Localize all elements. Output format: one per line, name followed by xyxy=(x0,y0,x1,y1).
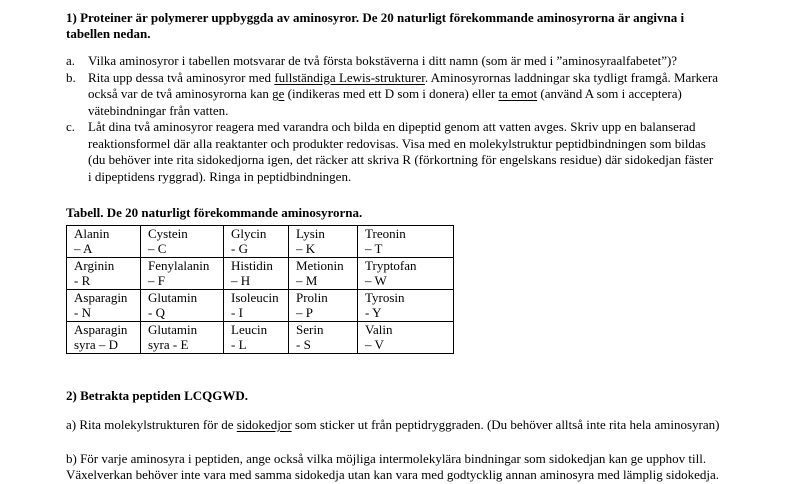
amino-name: Valin xyxy=(365,322,393,337)
text-segment: som sticker ut från peptidryggraden. (Du behöver alltså inte rita hela aminosyran) xyxy=(291,417,720,432)
list-item-b-line3: vätebindningar från vatten. xyxy=(88,102,229,118)
amino-code: – H xyxy=(231,272,251,288)
amino-name: Cystein xyxy=(148,226,188,241)
amino-code: – T xyxy=(365,240,383,256)
amino-name: Arginin xyxy=(74,258,115,273)
amino-name: Glutamin xyxy=(148,322,198,337)
list-item-b xyxy=(66,70,782,120)
question1-heading xyxy=(66,10,782,42)
text-segment: också var de två aminosyrorna kan xyxy=(88,86,273,101)
question2-item-b-line2: Växelverkan behöver inte vara med samma sidokedja utan kan vara med godtycklig annan aminosyra med lämplig sidokedja. xyxy=(66,467,720,482)
amino-cell xyxy=(67,226,141,258)
list-item-b-label: b. xyxy=(66,69,76,85)
amino-cell xyxy=(289,290,358,322)
amino-code: - Y xyxy=(365,304,382,320)
list-item-b-body xyxy=(88,70,782,120)
table-row xyxy=(67,226,454,258)
question1-heading-line1: 1) Proteiner är polymerer uppbyggda av aminosyror. De 20 naturligt förekommande aminosyrorna är angivna i xyxy=(66,10,685,25)
table-row xyxy=(67,290,454,322)
amino-code: – A xyxy=(74,240,93,256)
text-segment: . Aminosyrornas laddningar ska tydligt framgå. Markera xyxy=(424,69,719,85)
amino-code: - L xyxy=(231,336,247,352)
list-item-b-line2 xyxy=(88,86,782,103)
amino-acid-table xyxy=(66,225,454,354)
question2-item-b-line1: b) För varje aminosyra i peptiden, ange också vilka möjliga intermolekylära bindningar som sidokedjan kan ge upphov till. xyxy=(66,450,707,466)
list-item-c xyxy=(66,119,782,185)
amino-name: Leucin xyxy=(231,322,268,337)
amino-code: – F xyxy=(148,272,165,288)
text-segment: Rita upp dessa två aminosyror med xyxy=(88,69,275,85)
list-item-c-label: c. xyxy=(66,119,76,134)
amino-name: Tyrosin xyxy=(365,290,405,305)
amino-code: – V xyxy=(365,336,384,352)
amino-cell xyxy=(224,258,289,290)
amino-cell xyxy=(141,322,224,354)
amino-name: Glutamin xyxy=(148,290,198,305)
amino-cell xyxy=(358,290,454,322)
amino-cell xyxy=(358,322,454,354)
question2-item-a xyxy=(66,417,782,434)
amino-name: Metionin xyxy=(296,258,344,273)
amino-cell xyxy=(289,322,358,354)
amino-cell xyxy=(289,226,358,258)
list-item-c-line1: Låt dina två aminosyror reagera med varandra och bilda en dipeptid genom att vatten avges. Skriv upp en balanserad xyxy=(88,119,696,134)
amino-cell xyxy=(141,258,224,290)
list-item-c-body xyxy=(88,119,782,185)
amino-code: syra - E xyxy=(148,336,189,352)
amino-name: Tryptofan xyxy=(365,258,417,273)
question1-list xyxy=(66,53,782,185)
amino-code: – W xyxy=(365,272,387,288)
amino-name: Lysin xyxy=(296,226,325,241)
amino-code: - Q xyxy=(148,304,165,320)
amino-cell xyxy=(224,226,289,258)
amino-cell xyxy=(67,258,141,290)
text-segment: (använd A som i acceptera) xyxy=(537,86,682,101)
amino-code: - G xyxy=(231,240,248,256)
amino-name: Treonin xyxy=(365,226,406,241)
question2-heading: 2) Betrakta peptiden LCQGWD. xyxy=(66,388,248,403)
underlined-text-sidokedjor: sidokedjor xyxy=(236,417,292,432)
underlined-text-ta-emot: ta emot xyxy=(498,86,538,101)
list-item-a xyxy=(66,53,782,70)
table-caption: Tabell. De 20 naturligt förekommande aminosyrorna. xyxy=(66,205,363,220)
amino-code: - S xyxy=(296,336,311,352)
amino-name: Prolin xyxy=(296,290,328,305)
list-item-c-line4: i dipeptidens ryggrad). Ringa in peptidbindningen. xyxy=(88,168,352,184)
amino-cell xyxy=(67,290,141,322)
amino-cell xyxy=(141,226,224,258)
amino-name: Alanin xyxy=(74,226,110,241)
text-segment: a) Rita molekylstrukturen för de xyxy=(66,417,237,432)
table-row xyxy=(67,258,454,290)
underlined-text-ge: ge xyxy=(272,86,285,101)
amino-code: – C xyxy=(148,240,167,256)
question1-heading-line2: tabellen nedan. xyxy=(66,26,151,41)
amino-cell xyxy=(67,322,141,354)
amino-name: Fenylalanin xyxy=(148,258,210,273)
amino-code: – M xyxy=(296,272,318,288)
list-item-c-line3: (du behöver inte rita sidokedjorna igen, det räcker att skriva R (förkortning för engelskans residue) där sidokedjan fäster xyxy=(88,152,714,167)
amino-code: - R xyxy=(74,272,91,288)
amino-name: Glycin xyxy=(231,226,267,241)
table-row xyxy=(67,322,454,354)
list-item-b-line1 xyxy=(88,70,782,87)
amino-cell xyxy=(358,226,454,258)
amino-code: – K xyxy=(296,240,316,256)
amino-code: - I xyxy=(231,304,243,320)
amino-code: - N xyxy=(74,304,91,320)
amino-name: Asparagin xyxy=(74,322,128,337)
list-item-a-label: a. xyxy=(66,53,76,68)
amino-cell xyxy=(289,258,358,290)
amino-code: – P xyxy=(296,304,313,320)
list-item-a-body xyxy=(88,53,782,70)
amino-name: Asparagin xyxy=(74,290,128,305)
list-item-c-line2: reaktionsformel där alla reaktanter och produkter redovisas. Visa med en molekylstruktur peptidbindningen som bildas xyxy=(88,135,706,151)
amino-cell xyxy=(224,322,289,354)
amino-cell xyxy=(141,290,224,322)
amino-name: Histidin xyxy=(231,258,273,273)
amino-name: Isoleucin xyxy=(231,290,279,305)
text-segment: (indikeras med ett D som i donera) eller xyxy=(284,86,499,101)
amino-cell xyxy=(358,258,454,290)
amino-code: syra – D xyxy=(74,336,119,352)
amino-cell xyxy=(224,290,289,322)
amino-name: Serin xyxy=(296,322,324,337)
list-item-a-text: Vilka aminosyror i tabellen motsvarar de två första bokstäverna i ditt namn (som är med i ”aminosyraalfabetet”)? xyxy=(88,53,678,68)
underlined-text-lewis-structures: fullständiga Lewis-strukturer xyxy=(274,69,425,85)
